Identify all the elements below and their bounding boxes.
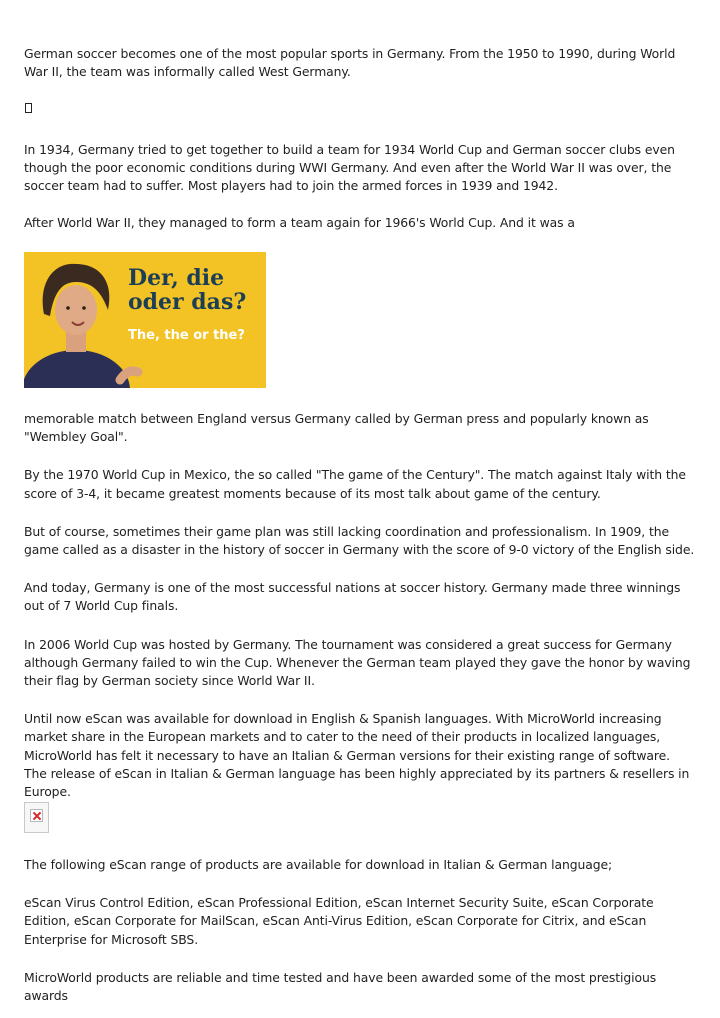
- promo-subline: The, the or the?: [128, 328, 245, 343]
- promo-headline-line2: oder das?: [128, 289, 247, 315]
- paragraph-intro: German soccer becomes one of the most popular sports in Germany. From the 1950 to 1990, during World War II, the team was informally called West Germany.: [24, 46, 676, 80]
- paragraph-post-war: After World War II, they managed to form a team again for 1966's World Cup. And it was a: [24, 214, 575, 230]
- paragraph-today: And today, Germany is one of the most successful nations at soccer history. Germany made three winnings out of 7 World Cup finals.: [24, 580, 681, 614]
- paragraph-2006: In 2006 World Cup was hosted by Germany. The tournament was considered a great success for Germany although Germany failed to win the Cup. Whenever the German team played they gave the honor by waving their flag by German society since World War II.: [24, 636, 691, 689]
- document-body: [24, 45, 696, 81]
- paragraph-awards: MicroWorld products are reliable and time tested and have been awarded some of the most prestigious awards: [24, 969, 657, 1004]
- paragraph-1934: In 1934, Germany tried to get together to build a team for 1934 World Cup and German soccer clubs even though the poor economic conditions during WWI Germany. And even after the World War II was over, the soccer team had to suffer. Most players had to join the armed forces in 1939 and 1942.: [24, 142, 675, 194]
- paragraph-escan-release: Until now eScan was available for download in English & Spanish languages. With MicroWorld increasing market share in the European markets and to cater to the need of their products in localized languages, MicroWorld has felt it necessary to have an Italian & German versions for their existing range of software. The release of eScan in Italian & German language has been highly appreciated by its partners & resellers in Europe.: [24, 711, 690, 800]
- paragraph-1970: By the 1970 World Cup in Mexico, the so called "The game of the Century". The match against Italy with the score of 3-4, it became greatest moments because of its most talk about game of the century.: [24, 467, 686, 501]
- document-section-history: [24, 141, 696, 232]
- document-section-matches: [24, 410, 696, 801]
- paragraph-products-list: eScan Virus Control Edition, eScan Professional Edition, eScan Internet Security Suite, eScan Corporate Edition, eScan Corporate for MailScan, eScan Anti-Virus Edition, eScan Corporate for Citrix, and eScan Enterprise for Microsoft SBS.: [24, 895, 654, 947]
- promo-headline: [128, 266, 246, 314]
- paragraph-products-intro: The following eScan range of products are available for download in Italian & German language;: [24, 857, 613, 872]
- paragraph-wembley: memorable match between England versus Germany called by German press and popularly known as "Wembley Goal".: [24, 411, 649, 445]
- broken-image-x-icon: [30, 809, 43, 822]
- paragraph-1909: But of course, sometimes their game plan was still lacking coordination and professionalism. In 1909, the game called as a disaster in the history of soccer in Germany with the score of 9-0 victory of the English side.: [24, 523, 695, 558]
- broken-image-icon: [24, 802, 49, 833]
- document-section-products: [24, 856, 696, 1005]
- missing-glyph-icon: [25, 103, 32, 113]
- promo-image: [24, 252, 266, 388]
- promo-headline-line1: Der, die: [128, 265, 225, 291]
